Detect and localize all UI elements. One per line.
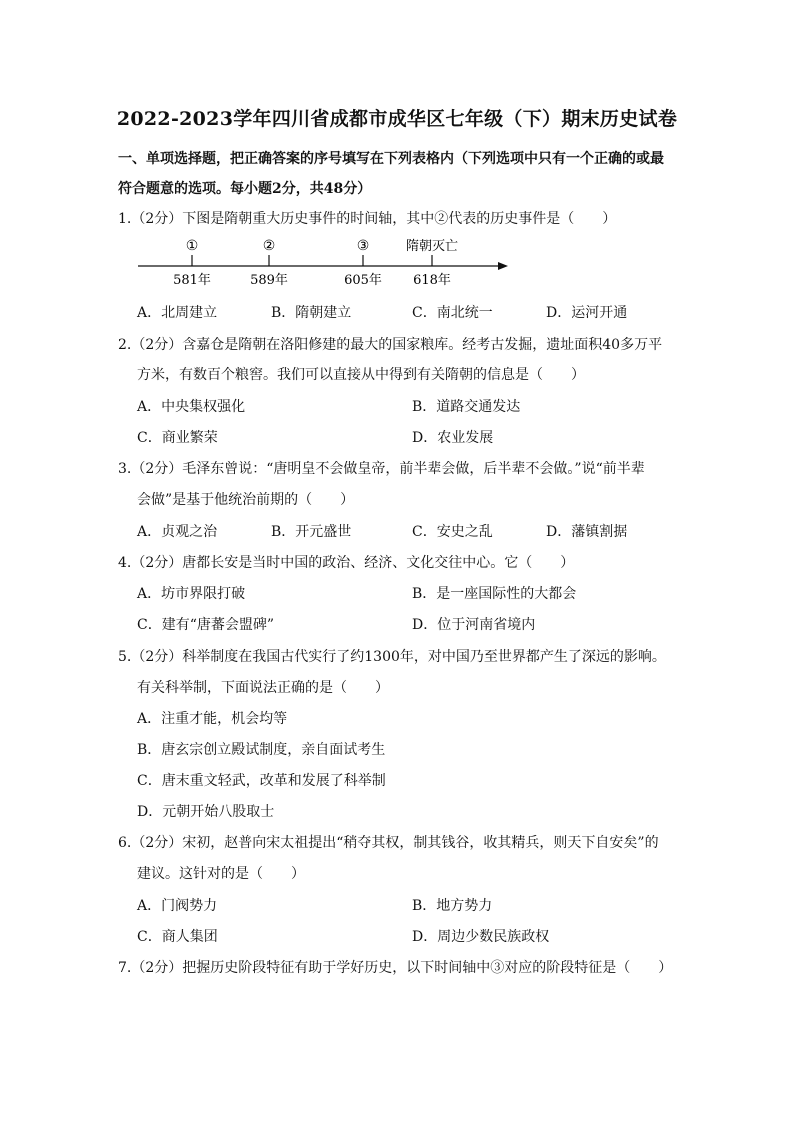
question-3-option-d: D．藩镇割据 [546,524,628,540]
question-6-text-line2: 建议。这针对的是（ ） [137,866,305,882]
question-2-option-b: B．道路交通发达 [412,399,521,415]
question-3-text-line1: 3.（2分）毛泽东曾说：“唐明皇不会做皇帝，前半辈会做，后半辈不会做。”说“前半辈 [118,461,645,477]
timeline-year: 618年 [413,273,451,288]
section-heading-line2: 符合题意的选项。每小题2分，共48分） [118,181,372,197]
question-4-option-c: C．建有“唐蕃会盟碑” [137,617,275,633]
question-3-option-a: A．贞观之治 [137,524,218,540]
question-5-text-line2: 有关科举制，下面说法正确的是（ ） [137,680,389,696]
question-6-option-a: A．门阀势力 [137,898,218,914]
question-1-option-b: B．隋朝建立 [271,305,352,321]
exam-title: 2022-2023学年四川省成都市成华区七年级（下）期末历史试卷 [116,108,678,130]
question-2-option-a: A．中央集权强化 [137,399,246,415]
question-5-option-a: A．注重才能，机会均等 [137,711,288,727]
timeline-marker: ② [262,238,276,254]
question-6-option-c: C．商人集团 [137,929,218,945]
timeline-event-3 [344,238,382,288]
timeline-year: 605年 [344,273,382,288]
timeline-event-2 [250,238,288,288]
question-6-text-line1: 6.（2分）宋初，赵普向宋太祖提出“稍夺其权，制其钱谷，收其精兵，则天下自安矣”的 [118,835,659,851]
question-6-option-d: D．周边少数民族政权 [412,929,550,945]
timeline-event-4 [406,238,458,288]
question-3-option-b: B．开元盛世 [271,524,352,540]
question-2-text-line2: 方米，有数百个粮窖。我们可以直接从中得到有关隋朝的信息是（ ） [137,367,585,383]
question-3-option-c: C．安史之乱 [412,524,493,540]
question-5-option-d: D．元朝开始八股取士 [137,804,275,820]
question-5-text-line1: 5.（2分）科举制度在我国古代实行了约1300年，对中国乃至世界都产生了深远的影响。 [118,649,666,665]
question-2-option-c: C．商业繁荣 [137,430,218,446]
timeline-marker: ③ [356,238,370,254]
question-6-option-b: B．地方势力 [412,898,493,914]
timeline-arrow [498,262,508,270]
timeline-year: 589年 [250,273,288,288]
timeline-marker: 隋朝灭亡 [405,239,459,254]
question-1-option-d: D．运河开通 [546,305,628,321]
question-1-option-c: C．南北统一 [412,305,493,321]
question-4-option-b: B．是一座国际性的大都会 [412,586,577,602]
question-1-text: 1.（2分）下图是隋朝重大历史事件的时间轴，其中②代表的历史事件是（ ） [118,211,617,227]
timeline-marker: ① [185,238,199,254]
question-2-text-line1: 2.（2分）含嘉仓是隋朝在洛阳修建的最大的国家粮库。经考古发掘，遗址面积40多万平 [118,337,663,353]
question-4-text: 4.（2分）唐都长安是当时中国的政治、经济、文化交往中心。它（ ） [118,555,575,571]
section-heading-line1: 一、单项选择题，把正确答案的序号填写在下列表格内（下列选项中只有一个正确的或最 [118,151,664,167]
question-4-option-d: D．位于河南省境内 [412,617,536,633]
question-3-text-line2: 会做”是基于他统治前期的（ ） [137,492,355,508]
question-4-option-a: A．坊市界限打破 [137,586,246,602]
sui-timeline [130,233,520,293]
question-1-option-a: A．北周建立 [137,305,218,321]
question-5-option-b: B．唐玄宗创立殿试制度，亲自面试考生 [137,742,386,758]
question-5-option-c: C．唐末重文轻武，改革和发展了科举制 [137,773,386,789]
timeline-event-1 [173,238,211,288]
timeline-year: 581年 [173,273,211,288]
question-7-text: 7.（2分）把握历史阶段特征有助于学好历史，以下时间轴中③对应的阶段特征是（ ） [118,960,673,976]
question-2-option-d: D．农业发展 [412,430,494,446]
